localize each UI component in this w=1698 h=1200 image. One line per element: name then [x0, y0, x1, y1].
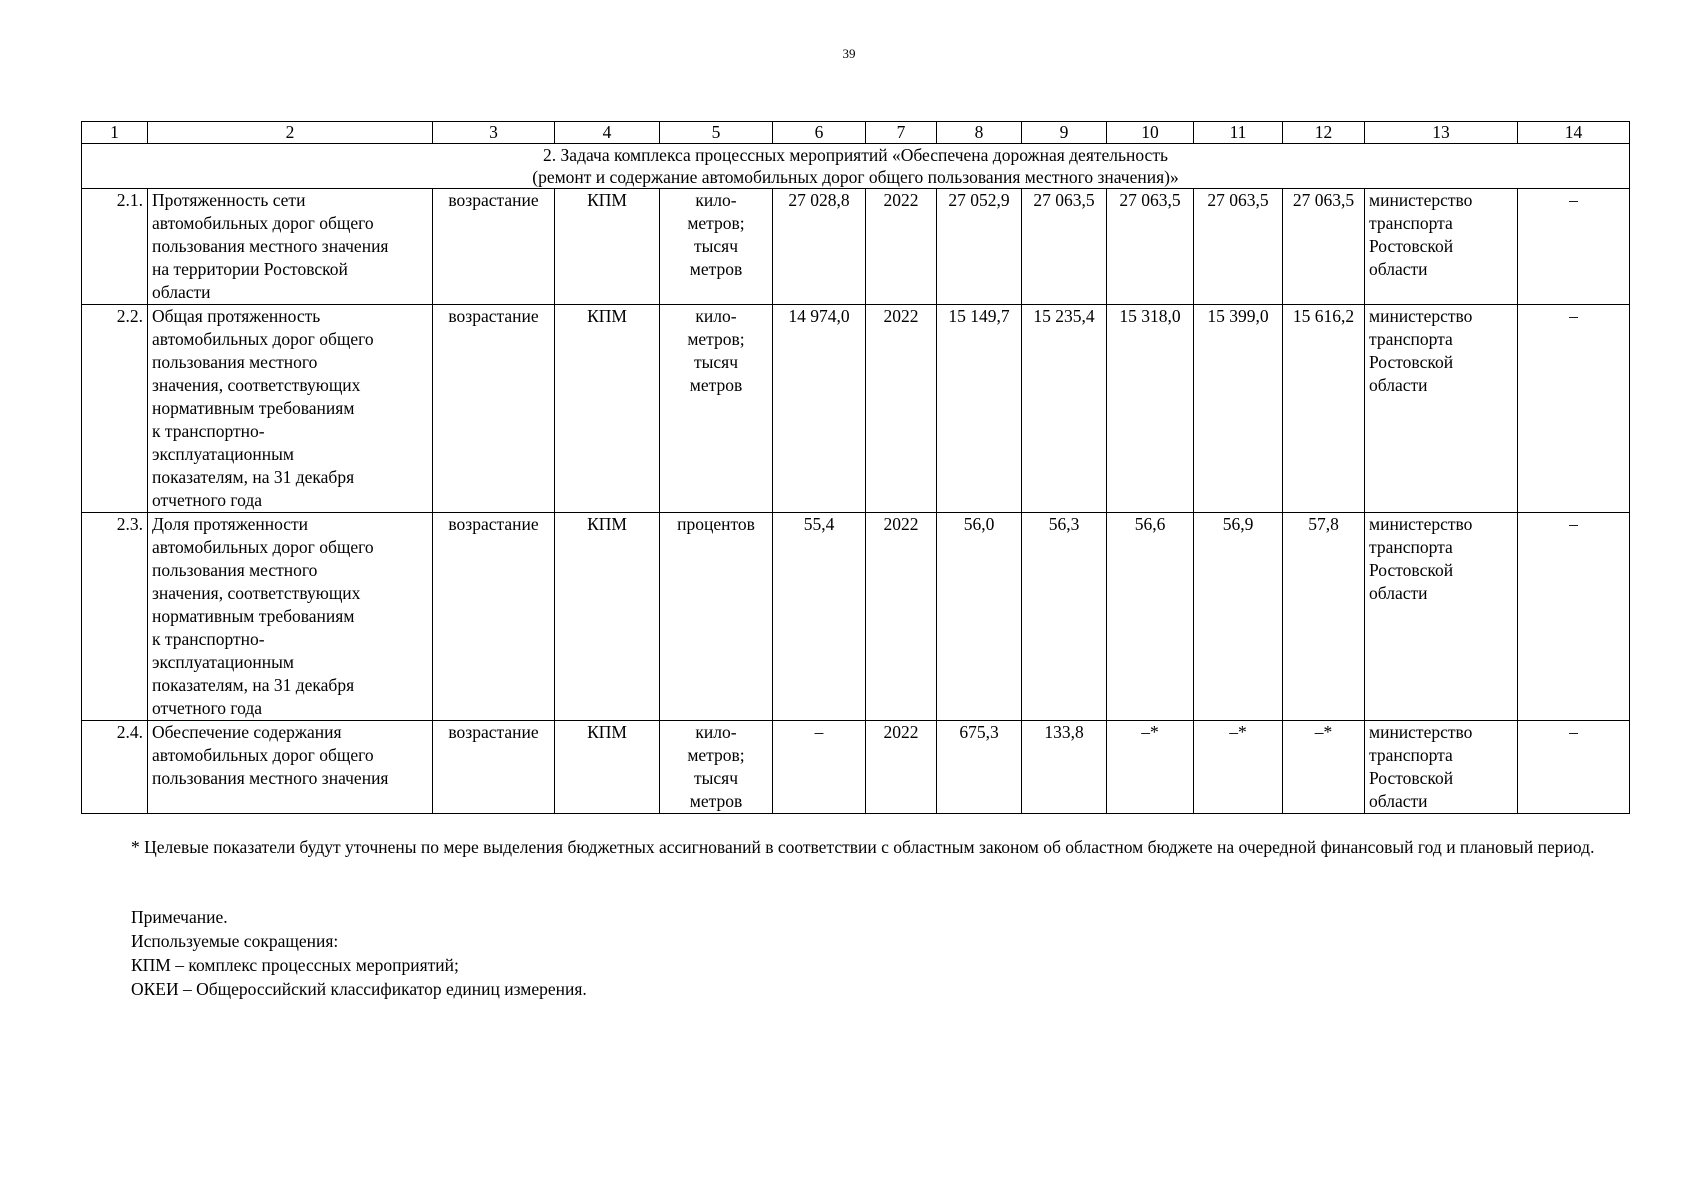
- unit-line: метров: [689, 375, 743, 395]
- column-number-row: [82, 122, 1630, 144]
- table-row: [82, 721, 1630, 814]
- footnote: * Целевые показатели будут уточнены по мере выделения бюджетных ассигнований в соответствии с областным законом об областном бюджете на очередной финансовый год и плановый период.: [131, 837, 1595, 857]
- unit-line: кило-: [695, 722, 737, 742]
- unit-cell: [660, 305, 773, 513]
- indicator-name-line: отчетного года: [152, 698, 263, 718]
- indicator-name-line: на территории Ростовской: [152, 259, 348, 279]
- responsible-line: области: [1369, 375, 1428, 395]
- table-row: [82, 513, 1630, 721]
- column-number: 5: [660, 122, 773, 144]
- indicator-name-line: Протяженность сети: [152, 190, 306, 210]
- page-number: 39: [842, 46, 856, 61]
- value-cell: 15 149,7: [937, 305, 1022, 513]
- indicator-name: [148, 513, 433, 721]
- note-cell: –: [1518, 513, 1630, 721]
- unit-line: метров;: [687, 329, 745, 349]
- indicator-name-line: отчетного года: [152, 490, 263, 510]
- base-value-cell: 55,4: [773, 513, 866, 721]
- value-cell: 56,0: [937, 513, 1022, 721]
- indicator-name-line: пользования местного значения: [152, 768, 389, 788]
- column-number: 10: [1107, 122, 1194, 144]
- unit-cell: [660, 513, 773, 721]
- base-value-cell: –: [773, 721, 866, 814]
- column-number: 2: [148, 122, 433, 144]
- indicator-name: [148, 305, 433, 513]
- value-cell: 56,6: [1107, 513, 1194, 721]
- unit-line: метров: [689, 791, 743, 811]
- row-number: 2.1.: [82, 189, 148, 305]
- responsible-line: Ростовской: [1369, 236, 1454, 256]
- indicator-name-line: Общая протяженность: [152, 306, 321, 326]
- indicator-name-line: к транспортно-: [152, 629, 265, 649]
- base-year-cell: 2022: [866, 305, 937, 513]
- column-number: 4: [555, 122, 660, 144]
- responsible-line: области: [1369, 583, 1428, 603]
- unit-line: метров;: [687, 745, 745, 765]
- responsible-line: транспорта: [1369, 329, 1453, 349]
- value-cell: 27 063,5: [1194, 189, 1283, 305]
- indicator-name-line: показателям, на 31 декабря: [152, 675, 355, 695]
- base-year-cell: 2022: [866, 513, 937, 721]
- indicator-name-line: нормативным требованиям: [152, 606, 355, 626]
- indicator-name-line: области: [152, 282, 211, 302]
- responsible-line: Ростовской: [1369, 768, 1454, 788]
- level-cell: КПМ: [555, 305, 660, 513]
- value-cell: 57,8: [1283, 513, 1365, 721]
- unit-line: тысяч: [693, 236, 739, 256]
- indicator-name-line: пользования местного: [152, 560, 318, 580]
- base-value-cell: 14 974,0: [773, 305, 866, 513]
- responsible-cell: [1365, 513, 1518, 721]
- value-cell: 675,3: [937, 721, 1022, 814]
- column-number: 7: [866, 122, 937, 144]
- value-cell: 27 063,5: [1283, 189, 1365, 305]
- unit-line: метров;: [687, 213, 745, 233]
- indicator-name: [148, 189, 433, 305]
- column-number: 8: [937, 122, 1022, 144]
- indicator-name-line: автомобильных дорог общего: [152, 537, 374, 557]
- unit-line: тысяч: [693, 352, 739, 372]
- value-cell: 15 235,4: [1022, 305, 1107, 513]
- column-number: 11: [1194, 122, 1283, 144]
- base-year-cell: 2022: [866, 189, 937, 305]
- note-cell: –: [1518, 305, 1630, 513]
- row-number: 2.4.: [82, 721, 148, 814]
- responsible-line: министерство: [1369, 190, 1473, 210]
- indicator-name-line: значения, соответствующих: [152, 375, 361, 395]
- indicator-name-line: эксплуатационным: [152, 652, 294, 672]
- level-cell: КПМ: [555, 721, 660, 814]
- column-number: 9: [1022, 122, 1107, 144]
- responsible-line: министерство: [1369, 306, 1473, 326]
- value-cell: 133,8: [1022, 721, 1107, 814]
- indicators-table: [81, 121, 1630, 814]
- indicator-name-line: пользования местного: [152, 352, 318, 372]
- row-number: 2.3.: [82, 513, 148, 721]
- responsible-cell: [1365, 721, 1518, 814]
- column-number: 13: [1365, 122, 1518, 144]
- trend-cell: возрастание: [433, 721, 555, 814]
- responsible-line: министерство: [1369, 514, 1473, 534]
- unit-cell: [660, 721, 773, 814]
- indicator-name-line: Доля протяженности: [152, 514, 309, 534]
- indicator-name-line: пользования местного значения: [152, 236, 389, 256]
- value-cell: 27 063,5: [1022, 189, 1107, 305]
- section-title-line: 2. Задача комплекса процессных мероприятий «Обеспечена дорожная деятельность: [543, 145, 1168, 165]
- level-cell: КПМ: [555, 513, 660, 721]
- responsible-line: Ростовской: [1369, 560, 1454, 580]
- section-title: [82, 144, 1630, 189]
- row-number: 2.2.: [82, 305, 148, 513]
- responsible-line: Ростовской: [1369, 352, 1454, 372]
- responsible-line: транспорта: [1369, 213, 1453, 233]
- note-cell: –: [1518, 189, 1630, 305]
- indicator-name-line: автомобильных дорог общего: [152, 213, 374, 233]
- indicator-name-line: к транспортно-: [152, 421, 265, 441]
- base-year-cell: 2022: [866, 721, 937, 814]
- indicator-name-line: значения, соответствующих: [152, 583, 361, 603]
- indicator-name-line: автомобильных дорог общего: [152, 745, 374, 765]
- value-cell: 27 063,5: [1107, 189, 1194, 305]
- column-number: 1: [82, 122, 148, 144]
- responsible-line: транспорта: [1369, 745, 1453, 765]
- indicator-name: [148, 721, 433, 814]
- unit-line: кило-: [695, 306, 737, 326]
- indicator-name-line: нормативным требованиям: [152, 398, 355, 418]
- abbreviations-title: Используемые сокращения:: [131, 931, 339, 951]
- unit-line: тысяч: [693, 768, 739, 788]
- responsible-line: министерство: [1369, 722, 1473, 742]
- responsible-cell: [1365, 305, 1518, 513]
- responsible-line: транспорта: [1369, 537, 1453, 557]
- value-cell: –*: [1283, 721, 1365, 814]
- value-cell: 27 052,9: [937, 189, 1022, 305]
- notes-title: Примечание.: [131, 907, 228, 927]
- trend-cell: возрастание: [433, 305, 555, 513]
- responsible-line: области: [1369, 791, 1428, 811]
- indicator-name-line: эксплуатационным: [152, 444, 294, 464]
- base-value-cell: 27 028,8: [773, 189, 866, 305]
- value-cell: 56,9: [1194, 513, 1283, 721]
- trend-cell: возрастание: [433, 189, 555, 305]
- value-cell: 15 616,2: [1283, 305, 1365, 513]
- indicator-name-line: автомобильных дорог общего: [152, 329, 374, 349]
- note-cell: –: [1518, 721, 1630, 814]
- responsible-line: области: [1369, 259, 1428, 279]
- section-header-row: [82, 144, 1630, 189]
- column-number: 3: [433, 122, 555, 144]
- abbreviation-item: КПМ – комплекс процессных мероприятий;: [131, 955, 459, 975]
- value-cell: –*: [1194, 721, 1283, 814]
- notes-block: [131, 905, 587, 1001]
- unit-cell: [660, 189, 773, 305]
- indicator-name-line: Обеспечение содержания: [152, 722, 342, 742]
- indicator-name-line: показателям, на 31 декабря: [152, 467, 355, 487]
- abbreviation-item: ОКЕИ – Общероссийский классификатор единиц измерения.: [131, 979, 587, 999]
- column-number: 14: [1518, 122, 1630, 144]
- level-cell: КПМ: [555, 189, 660, 305]
- trend-cell: возрастание: [433, 513, 555, 721]
- section-title-line: (ремонт и содержание автомобильных дорог общего пользования местного значения)»: [532, 167, 1179, 187]
- table-row: [82, 305, 1630, 513]
- unit-line: кило-: [695, 190, 737, 210]
- value-cell: 15 318,0: [1107, 305, 1194, 513]
- value-cell: 15 399,0: [1194, 305, 1283, 513]
- unit-line: метров: [689, 259, 743, 279]
- column-number: 6: [773, 122, 866, 144]
- column-number: 12: [1283, 122, 1365, 144]
- unit-line: процентов: [677, 514, 755, 534]
- responsible-cell: [1365, 189, 1518, 305]
- value-cell: –*: [1107, 721, 1194, 814]
- value-cell: 56,3: [1022, 513, 1107, 721]
- table-row: [82, 189, 1630, 305]
